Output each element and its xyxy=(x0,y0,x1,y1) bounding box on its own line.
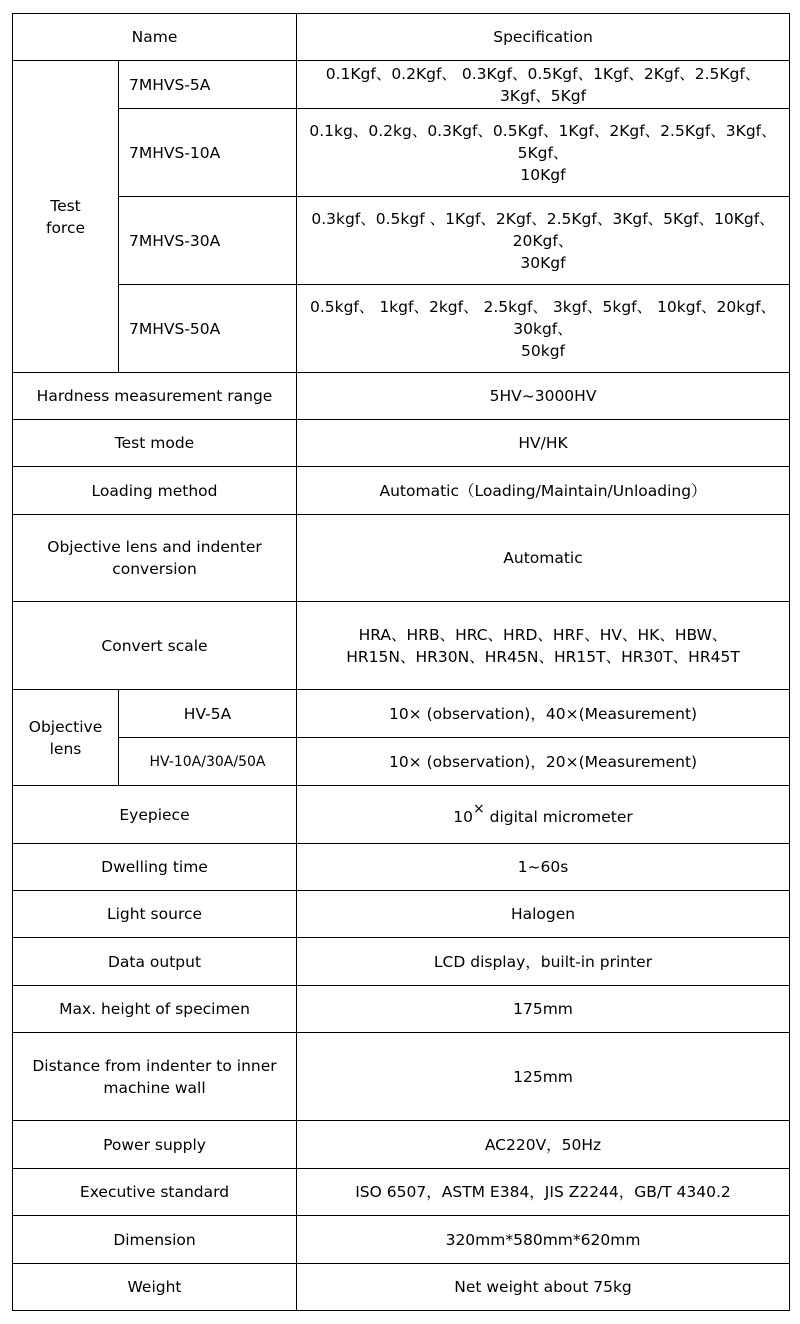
row-name-line1: Distance from indenter to inner xyxy=(32,1056,277,1075)
row-value: ISO 6507，ASTM E384，JIS Z2244，GB/T 4340.2 xyxy=(297,1169,790,1216)
table-row xyxy=(13,197,790,285)
row-value: 5HV~3000HV xyxy=(297,373,790,420)
header-specification: Specification xyxy=(297,14,790,61)
row-name: Dwelling time xyxy=(13,844,297,891)
model-name: 7MHVS-50A xyxy=(119,285,297,373)
row-name: Dimension xyxy=(13,1216,297,1264)
row-name: Light source xyxy=(13,891,297,938)
model-force-spec xyxy=(297,285,790,373)
model-force-spec: 0.1Kgf、0.2Kgf、 0.3Kgf、0.5Kgf、1Kgf、2Kgf、2.5Kgf、 3Kgf、5Kgf xyxy=(297,61,790,109)
row-name xyxy=(13,1033,297,1121)
test-force-label-line1: Test xyxy=(50,196,81,215)
row-value: Automatic xyxy=(297,515,790,602)
lens-model: HV-10A/30A/50A xyxy=(119,738,297,786)
spec-line2: 50kgf xyxy=(521,341,566,360)
specification-table xyxy=(12,13,790,1311)
header-name: Name xyxy=(13,14,297,61)
table-row xyxy=(13,986,790,1033)
spec-line2: 30Kgf xyxy=(520,253,566,272)
table-row xyxy=(13,109,790,197)
row-name xyxy=(13,515,297,602)
row-name: Executive standard xyxy=(13,1169,297,1216)
eyepiece-text: digital micrometer xyxy=(484,808,633,827)
eyepiece-number: 10 xyxy=(453,808,473,827)
row-value: LCD display，built-in printer xyxy=(297,938,790,986)
spec-line1: 0.1kg、0.2kg、0.3Kgf、0.5Kgf、1Kgf、2Kgf、2.5Kgf、3Kgf、5Kgf、 xyxy=(309,121,777,162)
table-row xyxy=(13,420,790,467)
table-row xyxy=(13,938,790,986)
row-value: AC220V，50Hz xyxy=(297,1121,790,1169)
row-name: Weight xyxy=(13,1264,297,1311)
row-value: Halogen xyxy=(297,891,790,938)
row-value-line1: HRA、HRB、HRC、HRD、HRF、HV、HK、HBW、 xyxy=(358,625,728,644)
row-value: 125mm xyxy=(297,1033,790,1121)
objective-lens-label-line1: Objective xyxy=(28,717,103,736)
test-force-label xyxy=(13,61,119,373)
table-row xyxy=(13,738,790,786)
row-name: Power supply xyxy=(13,1121,297,1169)
row-value: HV/HK xyxy=(297,420,790,467)
row-value xyxy=(297,602,790,690)
spec-line2: 10Kgf xyxy=(520,165,566,184)
table-row xyxy=(13,373,790,420)
table-row xyxy=(13,1169,790,1216)
lens-value: 10× (observation)，20×(Measurement) xyxy=(297,738,790,786)
table-row xyxy=(13,602,790,690)
row-value: Automatic（Loading/Maintain/Unloading） xyxy=(297,467,790,515)
row-value: 320mm*580mm*620mm xyxy=(297,1216,790,1264)
table-row xyxy=(13,844,790,891)
lens-model: HV-5A xyxy=(119,690,297,738)
lens-value: 10× (observation)，40×(Measurement) xyxy=(297,690,790,738)
model-name: 7MHVS-10A xyxy=(119,109,297,197)
table-row xyxy=(13,1264,790,1311)
table-row xyxy=(13,1216,790,1264)
row-name-line1: Objective lens and indenter xyxy=(47,538,262,556)
objective-lens-label xyxy=(13,690,119,786)
row-name: Test mode xyxy=(13,420,297,467)
row-value: 175mm xyxy=(297,986,790,1033)
model-name: 7MHVS-5A xyxy=(119,61,297,109)
table-row xyxy=(13,1121,790,1169)
table-row xyxy=(13,285,790,373)
model-name: 7MHVS-30A xyxy=(119,197,297,285)
model-force-spec xyxy=(297,197,790,285)
row-name: Eyepiece xyxy=(13,786,297,844)
table-row xyxy=(13,690,790,738)
table-row xyxy=(13,1033,790,1121)
row-value: 1~60s xyxy=(297,844,790,891)
row-name: Convert scale xyxy=(13,602,297,690)
row-name: Loading method xyxy=(13,467,297,515)
table-row xyxy=(13,786,790,844)
spec-line1: 0.5kgf、 1kgf、2kgf、 2.5kgf、 3kgf、5kgf、 10kgf、20kgf、30kgf、 xyxy=(309,297,777,338)
row-name-line2: conversion xyxy=(112,560,197,578)
table-row xyxy=(13,467,790,515)
table-header-row xyxy=(13,14,790,61)
table-row xyxy=(13,515,790,602)
row-value: Net weight about 75kg xyxy=(297,1264,790,1311)
row-name-line2: machine wall xyxy=(103,1078,206,1097)
row-value xyxy=(297,786,790,844)
row-name: Data output xyxy=(13,938,297,986)
test-force-label-line2: force xyxy=(45,218,86,237)
spec-line1: 0.3kgf、0.5kgf 、1Kgf、2Kgf、2.5Kgf、3Kgf、5Kgf、10Kgf、20Kgf、 xyxy=(311,209,775,250)
row-name: Hardness measurement range xyxy=(13,373,297,420)
table-row xyxy=(13,891,790,938)
table-row xyxy=(13,61,790,109)
row-name: Max. height of specimen xyxy=(13,986,297,1033)
model-force-spec xyxy=(297,109,790,197)
row-value-line2: HR15N、HR30N、HR45N、HR15T、HR30T、HR45T xyxy=(346,647,740,666)
eyepiece-multiply-sign: × xyxy=(472,800,485,817)
objective-lens-label-line2: lens xyxy=(49,739,82,758)
